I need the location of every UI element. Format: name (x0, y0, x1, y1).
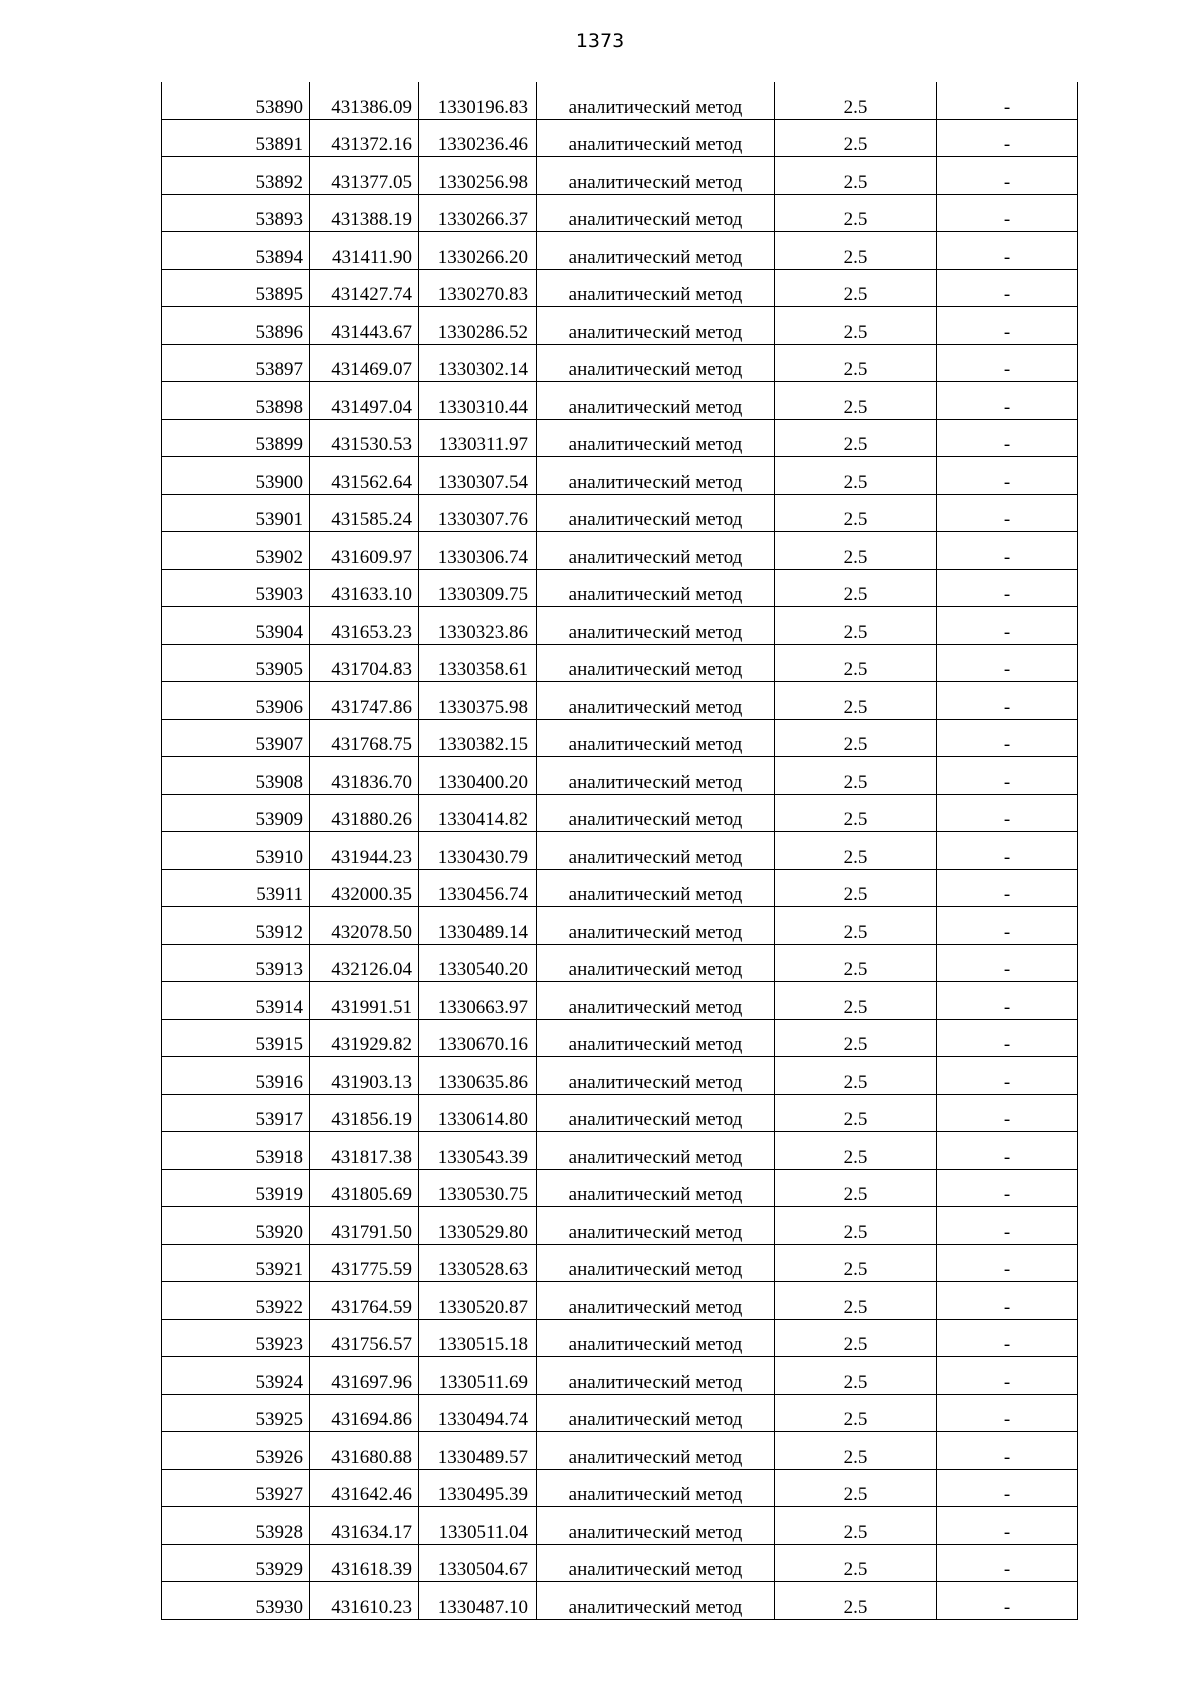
x-coordinate-cell: 431562.64 (310, 457, 419, 495)
y-coordinate-cell: 1330302.14 (419, 344, 537, 382)
point-id-cell: 53925 (162, 1394, 310, 1432)
method-cell: аналитический метод (537, 82, 775, 119)
y-coordinate-cell: 1330266.20 (419, 232, 537, 270)
x-coordinate-cell: 431768.75 (310, 719, 419, 757)
point-id-cell: 53928 (162, 1507, 310, 1545)
table-row (162, 794, 1078, 832)
table-row (162, 1507, 1078, 1545)
table-row (162, 1019, 1078, 1057)
point-id-cell: 53906 (162, 682, 310, 720)
method-cell: аналитический метод (537, 1432, 775, 1470)
method-cell: аналитический метод (537, 1582, 775, 1620)
table-row (162, 1469, 1078, 1507)
accuracy-cell: 2.5 (775, 869, 937, 907)
y-coordinate-cell: 1330489.57 (419, 1432, 537, 1470)
note-cell: - (937, 1207, 1078, 1245)
point-id-cell: 53894 (162, 232, 310, 270)
point-id-cell: 53916 (162, 1057, 310, 1095)
table-row (162, 832, 1078, 870)
x-coordinate-cell: 431944.23 (310, 832, 419, 870)
point-id-cell: 53899 (162, 419, 310, 457)
accuracy-cell: 2.5 (775, 1132, 937, 1170)
method-cell: аналитический метод (537, 1469, 775, 1507)
table-row (162, 719, 1078, 757)
table-row (162, 757, 1078, 795)
accuracy-cell: 2.5 (775, 1544, 937, 1582)
point-id-cell: 53896 (162, 307, 310, 345)
note-cell: - (937, 1357, 1078, 1395)
accuracy-cell: 2.5 (775, 1094, 937, 1132)
method-cell: аналитический метод (537, 1132, 775, 1170)
method-cell: аналитический метод (537, 494, 775, 532)
method-cell: аналитический метод (537, 1282, 775, 1320)
x-coordinate-cell: 431585.24 (310, 494, 419, 532)
method-cell: аналитический метод (537, 757, 775, 795)
y-coordinate-cell: 1330306.74 (419, 532, 537, 570)
x-coordinate-cell: 431372.16 (310, 119, 419, 157)
accuracy-cell: 2.5 (775, 307, 937, 345)
x-coordinate-cell: 431411.90 (310, 232, 419, 270)
accuracy-cell: 2.5 (775, 682, 937, 720)
table-row (162, 607, 1078, 645)
accuracy-cell: 2.5 (775, 119, 937, 157)
y-coordinate-cell: 1330456.74 (419, 869, 537, 907)
point-id-cell: 53927 (162, 1469, 310, 1507)
x-coordinate-cell: 431817.38 (310, 1132, 419, 1170)
table-row (162, 569, 1078, 607)
point-id-cell: 53912 (162, 907, 310, 945)
method-cell: аналитический метод (537, 1507, 775, 1545)
y-coordinate-cell: 1330358.61 (419, 644, 537, 682)
method-cell: аналитический метод (537, 194, 775, 232)
y-coordinate-cell: 1330266.37 (419, 194, 537, 232)
table-row (162, 1357, 1078, 1395)
accuracy-cell: 2.5 (775, 1169, 937, 1207)
point-id-cell: 53897 (162, 344, 310, 382)
note-cell: - (937, 1582, 1078, 1620)
method-cell: аналитический метод (537, 232, 775, 270)
accuracy-cell: 2.5 (775, 82, 937, 119)
method-cell: аналитический метод (537, 1244, 775, 1282)
x-coordinate-cell: 431775.59 (310, 1244, 419, 1282)
table-row (162, 419, 1078, 457)
table-row (162, 1094, 1078, 1132)
table-row (162, 532, 1078, 570)
note-cell: - (937, 607, 1078, 645)
x-coordinate-cell: 431618.39 (310, 1544, 419, 1582)
note-cell: - (937, 1319, 1078, 1357)
table-row (162, 1544, 1078, 1582)
accuracy-cell: 2.5 (775, 1432, 937, 1470)
note-cell: - (937, 1244, 1078, 1282)
y-coordinate-cell: 1330528.63 (419, 1244, 537, 1282)
point-id-cell: 53917 (162, 1094, 310, 1132)
point-id-cell: 53905 (162, 644, 310, 682)
table-row (162, 1282, 1078, 1320)
note-cell: - (937, 532, 1078, 570)
note-cell: - (937, 907, 1078, 945)
accuracy-cell: 2.5 (775, 419, 937, 457)
x-coordinate-cell: 431633.10 (310, 569, 419, 607)
method-cell: аналитический метод (537, 569, 775, 607)
note-cell: - (937, 269, 1078, 307)
accuracy-cell: 2.5 (775, 494, 937, 532)
point-id-cell: 53922 (162, 1282, 310, 1320)
note-cell: - (937, 344, 1078, 382)
accuracy-cell: 2.5 (775, 344, 937, 382)
note-cell: - (937, 1507, 1078, 1545)
method-cell: аналитический метод (537, 269, 775, 307)
note-cell: - (937, 1057, 1078, 1095)
note-cell: - (937, 1394, 1078, 1432)
method-cell: аналитический метод (537, 832, 775, 870)
accuracy-cell: 2.5 (775, 1319, 937, 1357)
method-cell: аналитический метод (537, 1544, 775, 1582)
method-cell: аналитический метод (537, 982, 775, 1020)
method-cell: аналитический метод (537, 382, 775, 420)
table-row (162, 457, 1078, 495)
method-cell: аналитический метод (537, 794, 775, 832)
coordinates-table (161, 82, 1078, 1620)
table-row (162, 307, 1078, 345)
x-coordinate-cell: 431756.57 (310, 1319, 419, 1357)
method-cell: аналитический метод (537, 719, 775, 757)
table-row (162, 682, 1078, 720)
y-coordinate-cell: 1330540.20 (419, 944, 537, 982)
x-coordinate-cell: 431642.46 (310, 1469, 419, 1507)
accuracy-cell: 2.5 (775, 1469, 937, 1507)
point-id-cell: 53926 (162, 1432, 310, 1470)
y-coordinate-cell: 1330375.98 (419, 682, 537, 720)
y-coordinate-cell: 1330504.67 (419, 1544, 537, 1582)
x-coordinate-cell: 431747.86 (310, 682, 419, 720)
method-cell: аналитический метод (537, 1394, 775, 1432)
y-coordinate-cell: 1330663.97 (419, 982, 537, 1020)
y-coordinate-cell: 1330236.46 (419, 119, 537, 157)
table-row (162, 194, 1078, 232)
y-coordinate-cell: 1330310.44 (419, 382, 537, 420)
accuracy-cell: 2.5 (775, 157, 937, 195)
point-id-cell: 53919 (162, 1169, 310, 1207)
accuracy-cell: 2.5 (775, 1019, 937, 1057)
point-id-cell: 53929 (162, 1544, 310, 1582)
point-id-cell: 53923 (162, 1319, 310, 1357)
method-cell: аналитический метод (537, 419, 775, 457)
accuracy-cell: 2.5 (775, 1357, 937, 1395)
x-coordinate-cell: 431764.59 (310, 1282, 419, 1320)
method-cell: аналитический метод (537, 869, 775, 907)
method-cell: аналитический метод (537, 119, 775, 157)
point-id-cell: 53902 (162, 532, 310, 570)
x-coordinate-cell: 431530.53 (310, 419, 419, 457)
point-id-cell: 53921 (162, 1244, 310, 1282)
method-cell: аналитический метод (537, 307, 775, 345)
x-coordinate-cell: 431680.88 (310, 1432, 419, 1470)
x-coordinate-cell: 431694.86 (310, 1394, 419, 1432)
y-coordinate-cell: 1330614.80 (419, 1094, 537, 1132)
x-coordinate-cell: 431469.07 (310, 344, 419, 382)
method-cell: аналитический метод (537, 457, 775, 495)
y-coordinate-cell: 1330494.74 (419, 1394, 537, 1432)
point-id-cell: 53914 (162, 982, 310, 1020)
method-cell: аналитический метод (537, 1057, 775, 1095)
accuracy-cell: 2.5 (775, 757, 937, 795)
table-row (162, 1244, 1078, 1282)
accuracy-cell: 2.5 (775, 1507, 937, 1545)
accuracy-cell: 2.5 (775, 194, 937, 232)
point-id-cell: 53907 (162, 719, 310, 757)
point-id-cell: 53915 (162, 1019, 310, 1057)
table-row (162, 1169, 1078, 1207)
y-coordinate-cell: 1330670.16 (419, 1019, 537, 1057)
note-cell: - (937, 1282, 1078, 1320)
note-cell: - (937, 1432, 1078, 1470)
method-cell: аналитический метод (537, 1094, 775, 1132)
table-row (162, 382, 1078, 420)
y-coordinate-cell: 1330487.10 (419, 1582, 537, 1620)
accuracy-cell: 2.5 (775, 982, 937, 1020)
y-coordinate-cell: 1330307.76 (419, 494, 537, 532)
x-coordinate-cell: 431697.96 (310, 1357, 419, 1395)
method-cell: аналитический метод (537, 607, 775, 645)
table-row (162, 1057, 1078, 1095)
table-row (162, 119, 1078, 157)
point-id-cell: 53920 (162, 1207, 310, 1245)
x-coordinate-cell: 431704.83 (310, 644, 419, 682)
method-cell: аналитический метод (537, 1319, 775, 1357)
x-coordinate-cell: 431634.17 (310, 1507, 419, 1545)
note-cell: - (937, 1132, 1078, 1170)
method-cell: аналитический метод (537, 1169, 775, 1207)
y-coordinate-cell: 1330270.83 (419, 269, 537, 307)
x-coordinate-cell: 431610.23 (310, 1582, 419, 1620)
note-cell: - (937, 982, 1078, 1020)
y-coordinate-cell: 1330511.69 (419, 1357, 537, 1395)
table-row (162, 907, 1078, 945)
y-coordinate-cell: 1330256.98 (419, 157, 537, 195)
note-cell: - (937, 569, 1078, 607)
accuracy-cell: 2.5 (775, 607, 937, 645)
accuracy-cell: 2.5 (775, 457, 937, 495)
note-cell: - (937, 1544, 1078, 1582)
note-cell: - (937, 832, 1078, 870)
x-coordinate-cell: 431609.97 (310, 532, 419, 570)
x-coordinate-cell: 432000.35 (310, 869, 419, 907)
y-coordinate-cell: 1330414.82 (419, 794, 537, 832)
y-coordinate-cell: 1330515.18 (419, 1319, 537, 1357)
y-coordinate-cell: 1330400.20 (419, 757, 537, 795)
accuracy-cell: 2.5 (775, 944, 937, 982)
x-coordinate-cell: 431377.05 (310, 157, 419, 195)
accuracy-cell: 2.5 (775, 1394, 937, 1432)
point-id-cell: 53892 (162, 157, 310, 195)
point-id-cell: 53911 (162, 869, 310, 907)
point-id-cell: 53901 (162, 494, 310, 532)
table-row (162, 982, 1078, 1020)
x-coordinate-cell: 431836.70 (310, 757, 419, 795)
accuracy-cell: 2.5 (775, 532, 937, 570)
y-coordinate-cell: 1330382.15 (419, 719, 537, 757)
y-coordinate-cell: 1330196.83 (419, 82, 537, 119)
table-row (162, 344, 1078, 382)
x-coordinate-cell: 431856.19 (310, 1094, 419, 1132)
x-coordinate-cell: 431386.09 (310, 82, 419, 119)
point-id-cell: 53903 (162, 569, 310, 607)
method-cell: аналитический метод (537, 682, 775, 720)
table-row (162, 1582, 1078, 1620)
y-coordinate-cell: 1330495.39 (419, 1469, 537, 1507)
y-coordinate-cell: 1330430.79 (419, 832, 537, 870)
x-coordinate-cell: 432078.50 (310, 907, 419, 945)
note-cell: - (937, 794, 1078, 832)
y-coordinate-cell: 1330309.75 (419, 569, 537, 607)
point-id-cell: 53918 (162, 1132, 310, 1170)
table-row (162, 1394, 1078, 1432)
point-id-cell: 53930 (162, 1582, 310, 1620)
coordinates-table-wrapper (161, 82, 1077, 1620)
y-coordinate-cell: 1330311.97 (419, 419, 537, 457)
point-id-cell: 53891 (162, 119, 310, 157)
note-cell: - (937, 457, 1078, 495)
point-id-cell: 53890 (162, 82, 310, 119)
note-cell: - (937, 307, 1078, 345)
method-cell: аналитический метод (537, 1019, 775, 1057)
table-body (162, 82, 1078, 1619)
note-cell: - (937, 382, 1078, 420)
point-id-cell: 53893 (162, 194, 310, 232)
accuracy-cell: 2.5 (775, 1057, 937, 1095)
y-coordinate-cell: 1330489.14 (419, 907, 537, 945)
x-coordinate-cell: 431497.04 (310, 382, 419, 420)
note-cell: - (937, 682, 1078, 720)
accuracy-cell: 2.5 (775, 1207, 937, 1245)
x-coordinate-cell: 431805.69 (310, 1169, 419, 1207)
accuracy-cell: 2.5 (775, 719, 937, 757)
table-row (162, 944, 1078, 982)
method-cell: аналитический метод (537, 644, 775, 682)
table-row (162, 1207, 1078, 1245)
accuracy-cell: 2.5 (775, 1582, 937, 1620)
x-coordinate-cell: 431427.74 (310, 269, 419, 307)
y-coordinate-cell: 1330286.52 (419, 307, 537, 345)
accuracy-cell: 2.5 (775, 832, 937, 870)
y-coordinate-cell: 1330323.86 (419, 607, 537, 645)
x-coordinate-cell: 431388.19 (310, 194, 419, 232)
y-coordinate-cell: 1330520.87 (419, 1282, 537, 1320)
y-coordinate-cell: 1330529.80 (419, 1207, 537, 1245)
point-id-cell: 53924 (162, 1357, 310, 1395)
method-cell: аналитический метод (537, 532, 775, 570)
accuracy-cell: 2.5 (775, 269, 937, 307)
note-cell: - (937, 1094, 1078, 1132)
note-cell: - (937, 719, 1078, 757)
accuracy-cell: 2.5 (775, 1244, 937, 1282)
table-row (162, 82, 1078, 119)
table-row (162, 1132, 1078, 1170)
note-cell: - (937, 419, 1078, 457)
accuracy-cell: 2.5 (775, 1282, 937, 1320)
note-cell: - (937, 944, 1078, 982)
method-cell: аналитический метод (537, 157, 775, 195)
note-cell: - (937, 119, 1078, 157)
note-cell: - (937, 1019, 1078, 1057)
table-row (162, 1432, 1078, 1470)
method-cell: аналитический метод (537, 344, 775, 382)
note-cell: - (937, 194, 1078, 232)
table-row (162, 869, 1078, 907)
accuracy-cell: 2.5 (775, 232, 937, 270)
note-cell: - (937, 644, 1078, 682)
table-row (162, 269, 1078, 307)
y-coordinate-cell: 1330530.75 (419, 1169, 537, 1207)
method-cell: аналитический метод (537, 1357, 775, 1395)
point-id-cell: 53898 (162, 382, 310, 420)
table-row (162, 644, 1078, 682)
accuracy-cell: 2.5 (775, 569, 937, 607)
point-id-cell: 53895 (162, 269, 310, 307)
point-id-cell: 53910 (162, 832, 310, 870)
y-coordinate-cell: 1330543.39 (419, 1132, 537, 1170)
x-coordinate-cell: 431791.50 (310, 1207, 419, 1245)
note-cell: - (937, 1469, 1078, 1507)
method-cell: аналитический метод (537, 907, 775, 945)
note-cell: - (937, 494, 1078, 532)
y-coordinate-cell: 1330635.86 (419, 1057, 537, 1095)
note-cell: - (937, 157, 1078, 195)
method-cell: аналитический метод (537, 944, 775, 982)
accuracy-cell: 2.5 (775, 644, 937, 682)
accuracy-cell: 2.5 (775, 794, 937, 832)
y-coordinate-cell: 1330307.54 (419, 457, 537, 495)
note-cell: - (937, 232, 1078, 270)
x-coordinate-cell: 431880.26 (310, 794, 419, 832)
table-row (162, 494, 1078, 532)
note-cell: - (937, 869, 1078, 907)
x-coordinate-cell: 431443.67 (310, 307, 419, 345)
y-coordinate-cell: 1330511.04 (419, 1507, 537, 1545)
table-row (162, 1319, 1078, 1357)
point-id-cell: 53913 (162, 944, 310, 982)
accuracy-cell: 2.5 (775, 907, 937, 945)
table-row (162, 232, 1078, 270)
accuracy-cell: 2.5 (775, 382, 937, 420)
table-row (162, 157, 1078, 195)
page-number: 1373 (575, 30, 625, 52)
note-cell: - (937, 757, 1078, 795)
point-id-cell: 53909 (162, 794, 310, 832)
method-cell: аналитический метод (537, 1207, 775, 1245)
note-cell: - (937, 1169, 1078, 1207)
x-coordinate-cell: 432126.04 (310, 944, 419, 982)
point-id-cell: 53908 (162, 757, 310, 795)
x-coordinate-cell: 431929.82 (310, 1019, 419, 1057)
note-cell: - (937, 82, 1078, 119)
point-id-cell: 53900 (162, 457, 310, 495)
x-coordinate-cell: 431903.13 (310, 1057, 419, 1095)
x-coordinate-cell: 431991.51 (310, 982, 419, 1020)
point-id-cell: 53904 (162, 607, 310, 645)
x-coordinate-cell: 431653.23 (310, 607, 419, 645)
